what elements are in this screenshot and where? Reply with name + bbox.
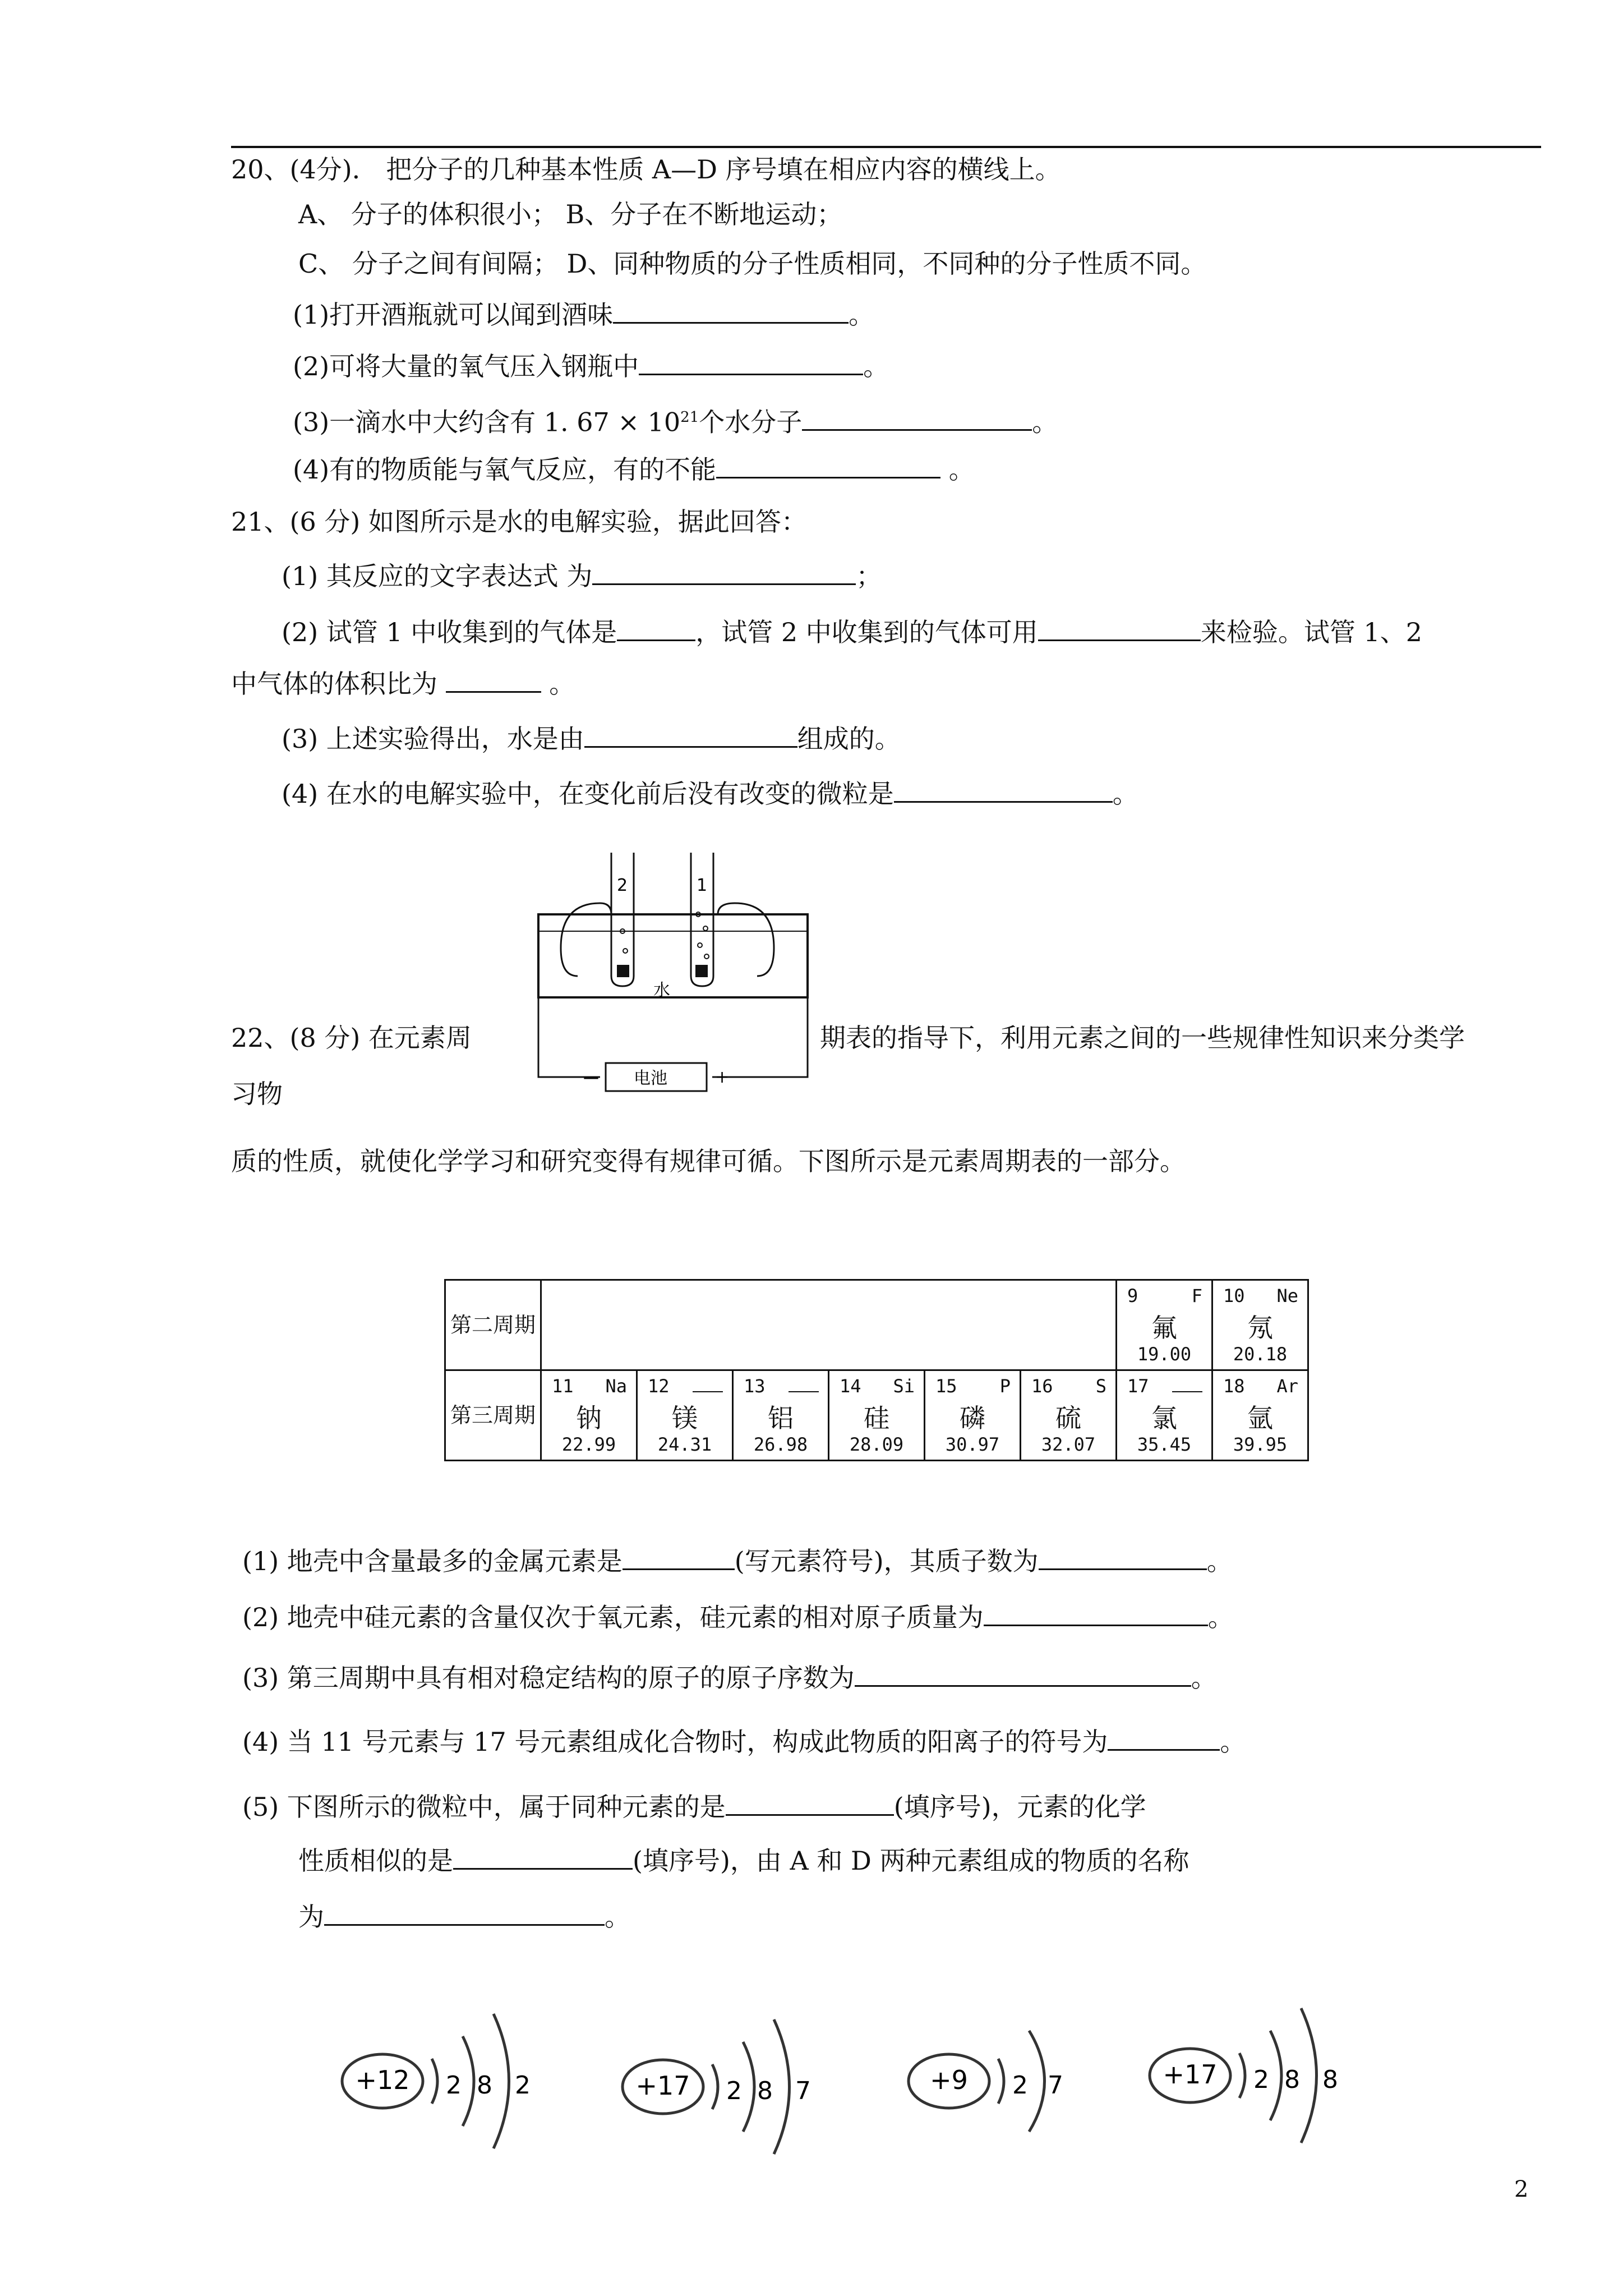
- q21-answer-blank-5[interactable]: [584, 721, 797, 748]
- element-cell-Ne: 10 Ne 氖 20.18: [1212, 1280, 1308, 1370]
- q20-answer-blank-2[interactable]: [639, 349, 863, 375]
- electrolysis-apparatus-diagram: [527, 836, 819, 1094]
- shell-electrons-d-3: 8: [1322, 2065, 1338, 2094]
- period-2-label: 第二周期: [445, 1280, 541, 1370]
- q22-answer-blank-1[interactable]: [623, 1544, 735, 1570]
- q22-item5-line2: 性质相似的是 (填序号)，由 A 和 D 两种元素组成的物质的名称: [298, 1843, 1189, 1878]
- q22-item3: (3) 第三周期中具有相对稳定结构的原子的原子序数为 。: [242, 1660, 1217, 1695]
- q22-item4: (4) 当 11 号元素与 17 号元素组成化合物时，构成此物质的阳离子的符号为 。: [242, 1724, 1246, 1759]
- shell-electrons-c-2: 7: [1048, 2071, 1063, 2100]
- q20-options-line1: A、 分子的体积很小； B、分子在不断地运动；: [298, 199, 843, 229]
- q22-header-b: 期表的指导下，利用元素之间的一些规律性知识来分类学: [820, 1023, 1465, 1053]
- q22-answer-blank-4[interactable]: [855, 1660, 1191, 1687]
- q22-answer-blank-6[interactable]: [726, 1789, 894, 1816]
- shell-electrons-c-1: 2: [1012, 2071, 1028, 2100]
- q20-header: 20、(4分)． 把分子的几种基本性质 A—D 序号填在相应内容的横线上。: [231, 154, 1061, 185]
- shell-electrons-a-3: 2: [515, 2071, 531, 2100]
- q22-item5: (5) 下图所示的微粒中，属于同种元素的是 (填序号)，元素的化学: [242, 1789, 1146, 1824]
- q21-answer-blank-1[interactable]: [592, 559, 856, 585]
- q20-item4: (4)有的物质能与氧气反应，有的不能 。: [293, 452, 975, 486]
- nucleus-charge-c: +9: [930, 2065, 968, 2095]
- q21-answer-blank-6[interactable]: [894, 776, 1113, 803]
- circuit-wire-right: [712, 997, 808, 1077]
- particle-diagram-c: [903, 1997, 1105, 2165]
- element-cell-12[interactable]: 12 镁 24.31: [637, 1370, 733, 1461]
- q22-answer-blank-2[interactable]: [1039, 1544, 1207, 1570]
- q21-answer-blank-3[interactable]: [1038, 615, 1201, 641]
- shell-electrons-b-2: 8: [757, 2077, 773, 2105]
- water-trough: [538, 914, 808, 997]
- particle-diagram-b: [617, 2003, 841, 2171]
- electrode-right: [695, 965, 708, 977]
- q22-line3: 质的性质，就使化学学习和研究变得有规律可循。下图所示是元素周期表的一部分。: [231, 1146, 1186, 1176]
- q22-answer-blank-3[interactable]: [984, 1600, 1208, 1626]
- q21-header: 21、(6 分) 如图所示是水的电解实验，据此回答：: [231, 507, 807, 537]
- element-symbol-blank-12[interactable]: [693, 1375, 723, 1392]
- q21-answer-blank-2[interactable]: [617, 615, 695, 641]
- element-cell-13[interactable]: 13 铝 26.98: [733, 1370, 829, 1461]
- circuit-wire-left: [538, 997, 600, 1077]
- shell-electrons-a-1: 2: [446, 2071, 462, 2100]
- shell-electrons-d-2: 8: [1284, 2065, 1300, 2094]
- q21-item2-line2: 中气体的体积比为 。: [231, 666, 575, 701]
- nucleus-charge-b: +17: [635, 2070, 690, 2101]
- element-symbol-blank-17[interactable]: [1172, 1375, 1202, 1392]
- period-3-label: 第三周期: [445, 1370, 541, 1461]
- q22-item2: (2) 地壳中硅元素的含量仅次于氧元素，硅元素的相对原子质量为 。: [242, 1600, 1234, 1634]
- tube-2-label: 2: [617, 876, 628, 895]
- q20-item3: (3)一滴水中大约含有 1. $67 \times 10^{21}$个水分子 。: [293, 401, 1058, 439]
- element-symbol-blank-13[interactable]: [789, 1375, 819, 1392]
- header-rule: [231, 146, 1541, 148]
- q20-answer-blank-1[interactable]: [613, 297, 849, 324]
- element-cell-F: 9 F 氟 19.00: [1117, 1280, 1212, 1370]
- q22-item5-line3: 为 。: [298, 1899, 630, 1934]
- water-label: 水: [653, 981, 670, 1000]
- element-cell-Si: 14 Si 硅 28.09: [829, 1370, 925, 1461]
- element-cell-P: 15 P 磷 30.97: [925, 1370, 1021, 1461]
- element-cell-S: 16 S 硫 32.07: [1021, 1370, 1117, 1461]
- electrode-left: [617, 965, 629, 977]
- nucleus-charge-d: +17: [1163, 2059, 1218, 2090]
- q20-answer-blank-3[interactable]: [802, 404, 1032, 431]
- shell-electrons-d-1: 2: [1253, 2065, 1269, 2094]
- element-cell-Na: 11 Na 钠 22.99: [541, 1370, 637, 1461]
- q22-item1: (1) 地壳中含量最多的金属元素是 (写元素符号)，其质子数为 。: [242, 1544, 1233, 1578]
- q21-item4: (4) 在水的电解实验中，在变化前后没有改变的微粒是 。: [282, 776, 1138, 811]
- q20-item1: (1)打开酒瓶就可以闻到酒味 。: [293, 297, 874, 332]
- q22-answer-blank-7[interactable]: [453, 1843, 633, 1870]
- q22-answer-blank-8[interactable]: [324, 1899, 605, 1926]
- period-2-row: [445, 1280, 1308, 1370]
- q20-item2: (2)可将大量的氧气压入钢瓶中 。: [293, 349, 889, 383]
- q22-line2: 习物: [231, 1079, 283, 1109]
- nucleus-charge-a: +12: [355, 2065, 410, 2095]
- battery-plus: +: [715, 1068, 730, 1087]
- q21-answer-blank-4[interactable]: [446, 666, 541, 693]
- shell-electrons-b-1: 2: [726, 2077, 742, 2105]
- q20-answer-blank-4[interactable]: [716, 452, 940, 478]
- periodic-table-excerpt: [444, 1279, 1309, 1461]
- element-cell-17[interactable]: 17 氯 35.45: [1117, 1370, 1212, 1461]
- q21-item3: (3) 上述实验得出，水是由 组成的。: [282, 721, 901, 756]
- battery-minus: —: [583, 1068, 599, 1087]
- element-cell-Ar: 18 Ar 氩 39.95: [1212, 1370, 1308, 1461]
- page-number: 2: [1514, 2177, 1529, 2202]
- tube-1-label: 1: [697, 876, 708, 895]
- q21-item2: (2) 试管 1 中收集到的气体是 ，试管 2 中收集到的气体可用 来检验。试管 1、2: [282, 615, 1422, 649]
- particle-diagram-a: [336, 1997, 561, 2165]
- battery-label: 电池: [634, 1069, 667, 1088]
- shell-electrons-a-2: 8: [477, 2071, 492, 2100]
- q22-answer-blank-5[interactable]: [1108, 1724, 1220, 1751]
- particle-diagram-d: [1144, 1991, 1368, 2160]
- period-3-row: [445, 1370, 1308, 1461]
- q22-header-a: 22、(8 分) 在元素周: [231, 1023, 472, 1053]
- q21-item1: (1) 其反应的文字表达式 为 ；: [282, 559, 882, 593]
- period-2-empty-span: [541, 1280, 1117, 1370]
- q20-options-line2: C、 分子之间有间隔； D、同种物质的分子性质相同，不同种的分子性质不同。: [298, 249, 1207, 279]
- shell-electrons-b-3: 7: [795, 2077, 811, 2105]
